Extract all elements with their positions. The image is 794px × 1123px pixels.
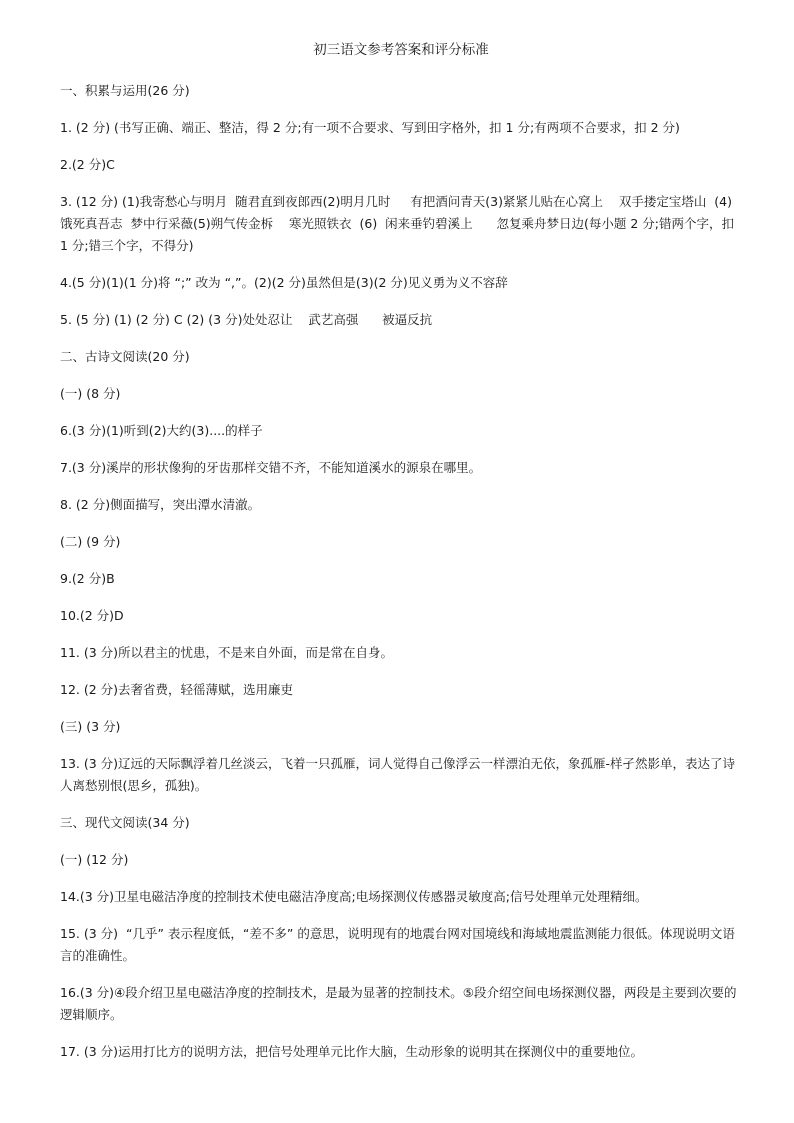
answer-line: 一、积累与运用(26 分) <box>60 83 190 98</box>
answer-line: 1. (2 分) (书写正确、端正、整洁，得 2 分;有一项不合要求、写到田字格外，扣 1 分;有两项不合要求，扣 2 分) <box>60 120 680 135</box>
answer-line: 三、现代文阅读(34 分) <box>60 815 190 830</box>
answer-line: (一) (12 分) <box>60 852 129 867</box>
answer-line: 11. (3 分)所以君主的忧患，不是来自外面，而是常在自身。 <box>60 645 394 660</box>
answer-line: 13. (3 分)辽远的天际飘浮着几丝淡云，飞着一只孤雁，词人觉得自己像浮云一样漂泊无依，象孤雁-样孑然影单，表达了诗人离愁别恨(思乡，孤独)。 <box>60 756 736 793</box>
answer-line: 4.(5 分)(1)(1 分)将 “;” 改为 “,”。(2)(2 分)虽然但是(3)(2 分)见义勇为义不容辞 <box>60 275 508 290</box>
answer-line: (二) (9 分) <box>60 534 121 549</box>
answer-line: 15. (3 分) “几乎” 表示程度低，“差不多” 的意思，说明现有的地震台网对国境线和海域地震监测能力很低。体现说明文语言的准确性。 <box>60 926 735 963</box>
answer-line: 7.(3 分)溪岸的形状像狗的牙齿那样交错不齐，不能知道溪水的源泉在哪里。 <box>60 460 482 475</box>
answer-line: (一) (8 分) <box>60 386 121 401</box>
answer-line: 12. (2 分)去奢省费，轻徭薄赋，选用廉吏 <box>60 682 294 697</box>
answer-line: 16.(3 分)④段介绍卫星电磁洁净度的控制技术，是最为显著的控制技术。⑤段介绍空间电场探测仪器，两段是主要到次要的逻辑顺序。 <box>60 985 737 1022</box>
answer-line: 14.(3 分)卫星电磁洁净度的控制技术使电磁洁净度高;电场探测仪传感器灵敏度高;信号处理单元处理精细。 <box>60 889 648 904</box>
answer-content <box>60 80 742 1063</box>
answer-line: 9.(2 分)B <box>60 571 115 586</box>
answer-line: 二、古诗文阅读(20 分) <box>60 349 190 364</box>
answer-line: 2.(2 分)C <box>60 157 115 172</box>
answer-line: 3. (12 分) (1)我寄愁心与明月 随君直到夜郎西(2)明月几时 有把酒问青天(3)紧紧儿贴在心窝上 双手搂定宝塔山 (4)饿死真吾志 梦中行采薇(5)朔气传金柝 寒光照铁衣 (6) 闲来垂钓碧溪上 忽复乘舟梦日边(每小题 2 分;错两个字，扣 1 分;错三个字，不得分) <box>60 194 738 253</box>
answer-line: 17. (3 分)运用打比方的说明方法，把信号处理单元比作大脑，生动形象的说明其在探测仪中的重要地位。 <box>60 1044 644 1059</box>
answer-line: 5. (5 分) (1) (2 分) C (2) (3 分)处处忍让 武艺高强 被逼反抗 <box>60 312 433 327</box>
page-title: 初三语文参考答案和评分标准 <box>313 42 489 58</box>
answer-line: 8. (2 分)侧面描写，突出潭水清澈。 <box>60 497 261 512</box>
answer-line: (三) (3 分) <box>60 719 121 734</box>
answer-line: 10.(2 分)D <box>60 608 124 623</box>
answer-line: 6.(3 分)(1)听到(2)大约(3)....的样子 <box>60 423 263 438</box>
